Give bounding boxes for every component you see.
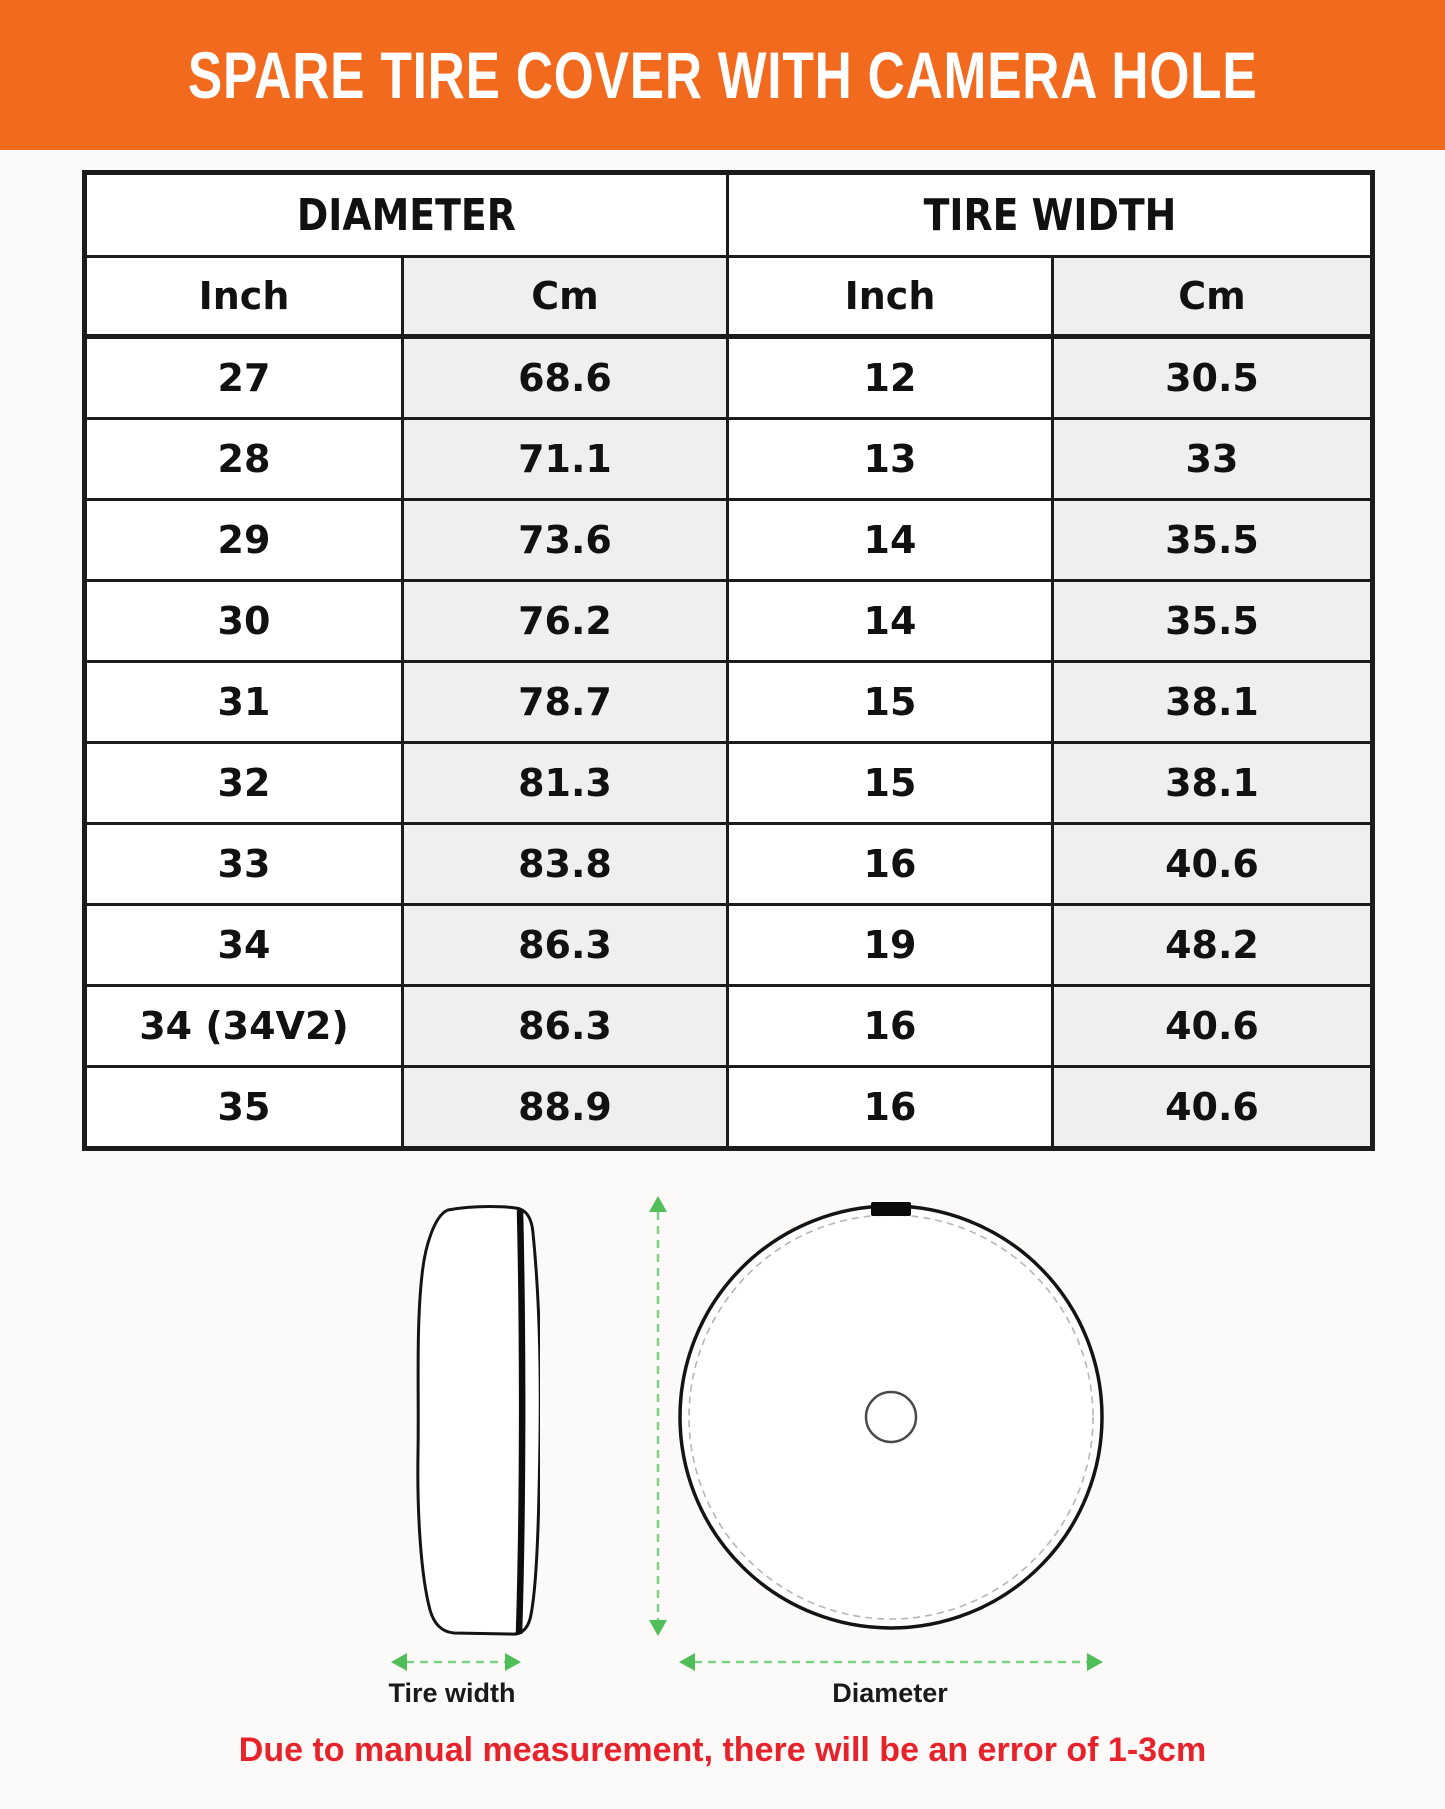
table-subheader-row — [85, 257, 1373, 337]
table-cell: 14 — [728, 500, 1053, 581]
table-cell: 15 — [728, 743, 1053, 824]
column-group-tire-width: TIRE WIDTH — [728, 173, 1373, 257]
table-cell: 31 — [85, 662, 403, 743]
table-row — [85, 662, 1373, 743]
table-cell: 29 — [85, 500, 403, 581]
table-cell: 88.9 — [403, 1067, 728, 1149]
tire-front-view — [672, 1198, 1112, 1638]
table-cell: 76.2 — [403, 581, 728, 662]
table-cell: 16 — [728, 1067, 1053, 1149]
table-cell: 14 — [728, 581, 1053, 662]
tire-width-label: Tire width — [388, 1678, 516, 1708]
table-cell: 33 — [1053, 419, 1373, 500]
subheader-width-inch: Inch — [728, 257, 1053, 337]
diameter-label: Diameter — [832, 1678, 948, 1708]
tire-side-view — [390, 1203, 540, 1638]
table-cell: 34 — [85, 905, 403, 986]
measurement-note: Due to manual measurement, there will be an error of 1-3cm — [238, 1731, 1207, 1769]
banner — [0, 0, 1445, 150]
table-group-header-row — [85, 173, 1373, 257]
table-cell: 38.1 — [1053, 662, 1373, 743]
table-row — [85, 1067, 1373, 1149]
table-body — [85, 337, 1373, 1149]
table-cell: 48.2 — [1053, 905, 1373, 986]
table-cell: 27 — [85, 337, 403, 419]
table-row — [85, 419, 1373, 500]
table-cell: 71.1 — [403, 419, 728, 500]
strap-mark — [871, 1202, 911, 1216]
table-cell: 35.5 — [1053, 500, 1373, 581]
table-cell: 40.6 — [1053, 1067, 1373, 1149]
table-cell: 33 — [85, 824, 403, 905]
height-measure-arrow — [644, 1194, 672, 1638]
table-cell: 13 — [728, 419, 1053, 500]
table-row — [85, 337, 1373, 419]
page-title: SPARE TIRE COVER WITH CAMERA HOLE — [187, 38, 1258, 112]
subheader-width-cm: Cm — [1053, 257, 1373, 337]
size-chart-table — [82, 170, 1375, 1151]
diameter-measure-arrow — [676, 1648, 1106, 1676]
table-cell: 78.7 — [403, 662, 728, 743]
table-cell: 30 — [85, 581, 403, 662]
table-cell: 81.3 — [403, 743, 728, 824]
table-cell: 16 — [728, 986, 1053, 1067]
table-cell: 86.3 — [403, 905, 728, 986]
subheader-diameter-inch: Inch — [85, 257, 403, 337]
table-cell: 32 — [85, 743, 403, 824]
table-cell: 83.8 — [403, 824, 728, 905]
table-cell: 30.5 — [1053, 337, 1373, 419]
table-cell: 40.6 — [1053, 824, 1373, 905]
table-row — [85, 986, 1373, 1067]
table-cell: 38.1 — [1053, 743, 1373, 824]
table-row — [85, 500, 1373, 581]
table-row — [85, 905, 1373, 986]
table-cell: 73.6 — [403, 500, 728, 581]
table-cell: 35 — [85, 1067, 403, 1149]
table-cell: 28 — [85, 419, 403, 500]
table-row — [85, 581, 1373, 662]
table-cell: 68.6 — [403, 337, 728, 419]
table-cell: 34 (34V2) — [85, 986, 403, 1067]
table-cell: 15 — [728, 662, 1053, 743]
table-cell: 12 — [728, 337, 1053, 419]
table-cell: 19 — [728, 905, 1053, 986]
table-row — [85, 824, 1373, 905]
table-cell: 40.6 — [1053, 986, 1373, 1067]
table-cell: 16 — [728, 824, 1053, 905]
tire-width-measure-arrow — [388, 1648, 524, 1676]
table-row — [85, 743, 1373, 824]
camera-hole — [866, 1392, 916, 1442]
column-group-diameter: DIAMETER — [85, 173, 728, 257]
subheader-diameter-cm: Cm — [403, 257, 728, 337]
table-cell: 35.5 — [1053, 581, 1373, 662]
table-cell: 86.3 — [403, 986, 728, 1067]
